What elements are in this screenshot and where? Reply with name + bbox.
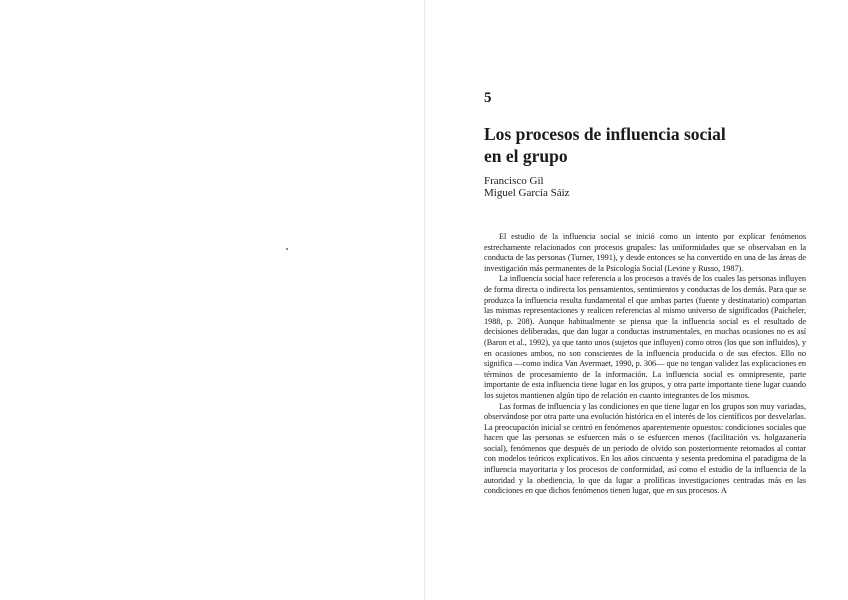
author-name: Miguel García Sáiz: [484, 187, 570, 199]
chapter-title: [484, 123, 784, 167]
scan-speck: [286, 248, 288, 250]
chapter-title-line-1: Los procesos de influencia social: [484, 124, 726, 144]
body-text: [484, 232, 806, 497]
author-name: Francisco Gil: [484, 175, 544, 187]
body-paragraph-2: La influencia social hace referencia a los procesos a través de los cuales las personas influyen de forma directa o indirecta los pensamientos, sentimientos y conductas de los demás. Para que se produzca la influencia resulta fundamental el que ambas partes (fuente y destinatario) compartan las mismas representaciones y realicen referencias al mismo universo de significados (Paicheler, 1988, p. 208). Aunque habitualmente se piensa que la influencia social es el resultado de decisiones deliberadas, que dan lugar a conductas instrumentales, en muchas ocasiones no es así (Baron et al., 1992), ya que tanto unos (sujetos que influyen) como otros (los que son influidos), y en ocasiones ambos, no son conscientes de la influencia producida o de sus efectos. Ello no significa —como indica Van Avermaet, 1990, p. 306— que no tengan validez las explicaciones en términos de procesamiento de la información. La influencia social es omnipresente, parte importante de esta influencia tiene lugar en los grupos, y otra parte importante tiene lugar cuando los sujetos mantienen algún tipo de relación en cuanto integrantes de los mismos.: [484, 274, 806, 400]
body-paragraph-1: El estudio de la influencia social se inició como un intento por explicar fenómenos estrechamente relacionados con procesos grupales: las uniformidades que se observaban en la conducta de las personas (Turner, 1991), y desde entonces se ha convertido en una de las áreas de investigación más permanentes de la Psicología Social (Levine y Russo, 1987).: [484, 232, 806, 273]
chapter-number: 5: [484, 90, 492, 106]
body-paragraph-3: Las formas de influencia y las condiciones en que tiene lugar en los grupos son muy variadas, observándose por otra parte una evolución histórica en el interés de los científicos por desvelarlas. La preocupación inicial se centró en fenómenos aparentemente opuestos: condiciones sociales que hacen que las personas se esfuercen más o se esfuercen menos (facilitación vs. holgazanería social), fenómenos que después de un periodo de olvido son posteriormente retomados al contar con modelos teóricos explicativos. En los años cincuenta y sesenta predomina el paradigma de la influencia mayoritaria y los procesos de conformidad, así como el estudio de la influencia de la autoridad y la obediencia, lo que da lugar a prolíficas investigaciones centradas más en las condiciones en que dichos fenómenos tienen lugar, que en sus procesos. A: [484, 401, 806, 496]
author-list: [484, 175, 570, 199]
chapter-title-line-2: en el grupo: [484, 146, 568, 166]
